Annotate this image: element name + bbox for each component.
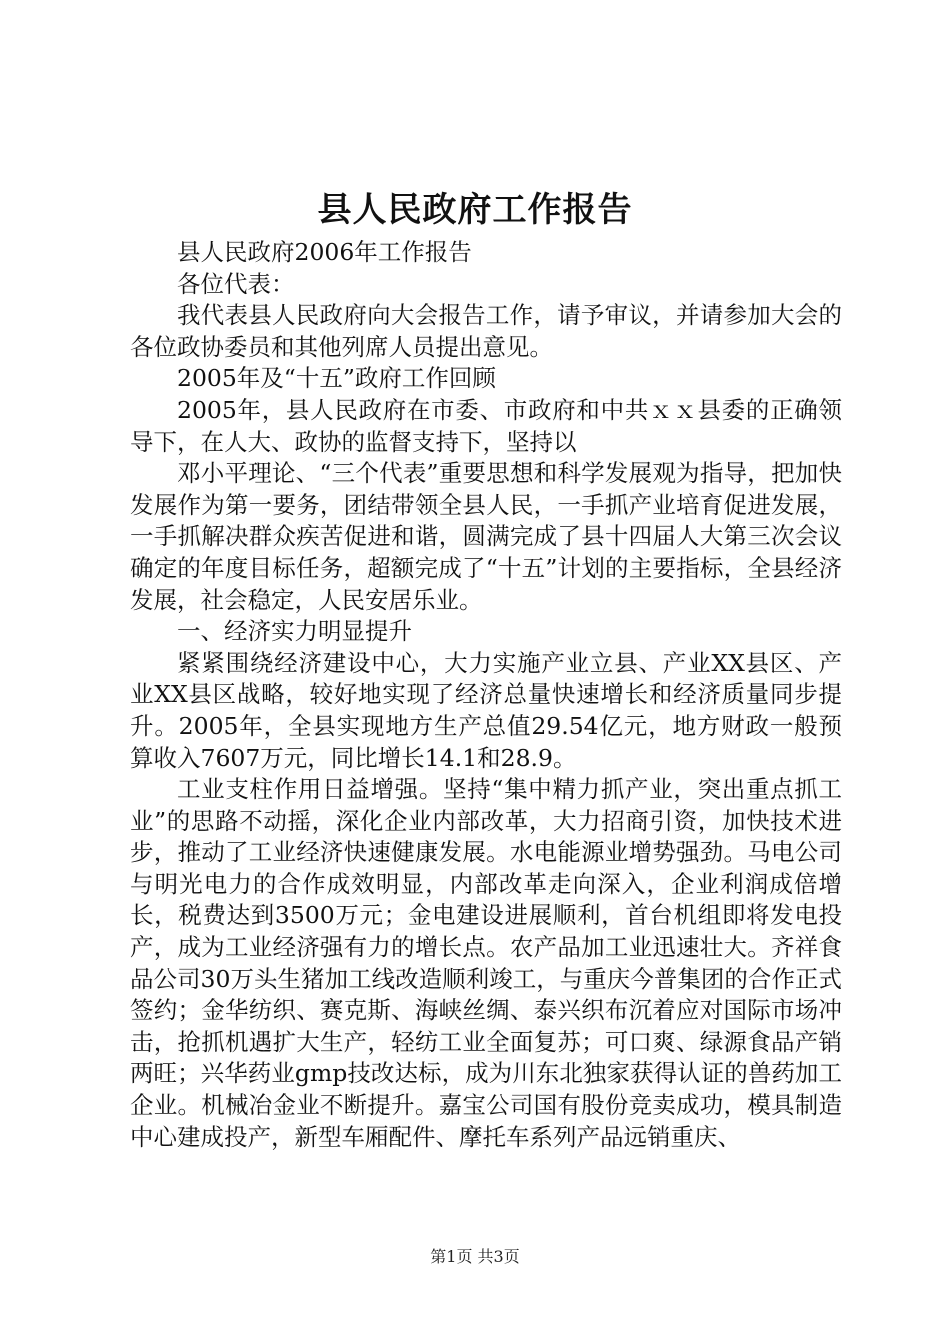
page-number-footer: 第1页 共3页 [430, 1247, 520, 1266]
paragraph: 2005年及“十五”政府工作回顾 [177, 364, 496, 393]
paragraph: 一、经济实力明显提升 [177, 617, 412, 646]
paragraph: 紧紧围绕经济建设中心，大力实施产业立县、产业XX县区、产业XX县区战略，较好地实现了经济总量快速增长和经济质量同步提升。2005年，全县实现地方生产总值29.54亿元，地方财政一般预算收入7607万元，同比增长14.1和28.9。 [130, 648, 842, 772]
paragraph: 县人民政府2006年工作报告 [177, 238, 472, 266]
paragraph: 我代表县人民政府向大会报告工作，请予审议，并请参加大会的各位政协委员和其他列席人员提出意见。 [130, 301, 842, 361]
document-title: 县人民政府工作报告 [317, 190, 633, 230]
document-body [130, 237, 842, 1153]
paragraph: 邓小平理论、“三个代表”重要思想和科学发展观为指导，把加快发展作为第一要务，团结带领全县人民，一手抓产业培育促进发展，一手抓解决群众疾苦促进和谐，圆满完成了县十四届人大第三次会议确定的年度目标任务，超额完成了“十五”计划的主要指标，全县经济发展，社会稳定，人民安居乐业。 [130, 459, 842, 614]
paragraph: 工业支柱作用日益增强。坚持“集中精力抓产业，突出重点抓工业”的思路不动摇，深化企业内部改革，大力招商引资，加快技术进步，推动了工业经济快速健康发展。水电能源业增势强劲。马电公司与明光电力的合作成效明显，内部改革走向深入，企业利润成倍增长，税费达到3500万元；金电建设进展顺利，首台机组即将发电投产，成为工业经济强有力的增长点。农产品加工业迅速壮大。齐祥食品公司30万头生猪加工线改造顺利竣工，与重庆今普集团的合作正式签约；金华纺织、赛克斯、海峡丝绸、泰兴织布沉着应对国际市场冲击，抢抓机遇扩大生产，轻纺工业全面复苏；可口爽、绿源食品产销两旺；兴华药业gmp技改达标，成为川东北独家获得认证的兽药加工企业。机械冶金业不断提升。嘉宝公司国有股份竞卖成功，模具制造中心建成投产，新型车厢配件、摩托车系列产品远销重庆、 [130, 775, 842, 1151]
paragraph: 2005年，县人民政府在市委、市政府和中共ｘｘ县委的正确领导下，在人大、政协的监督支持下，坚持以 [130, 395, 842, 456]
paragraph: 各位代表： [177, 269, 295, 298]
